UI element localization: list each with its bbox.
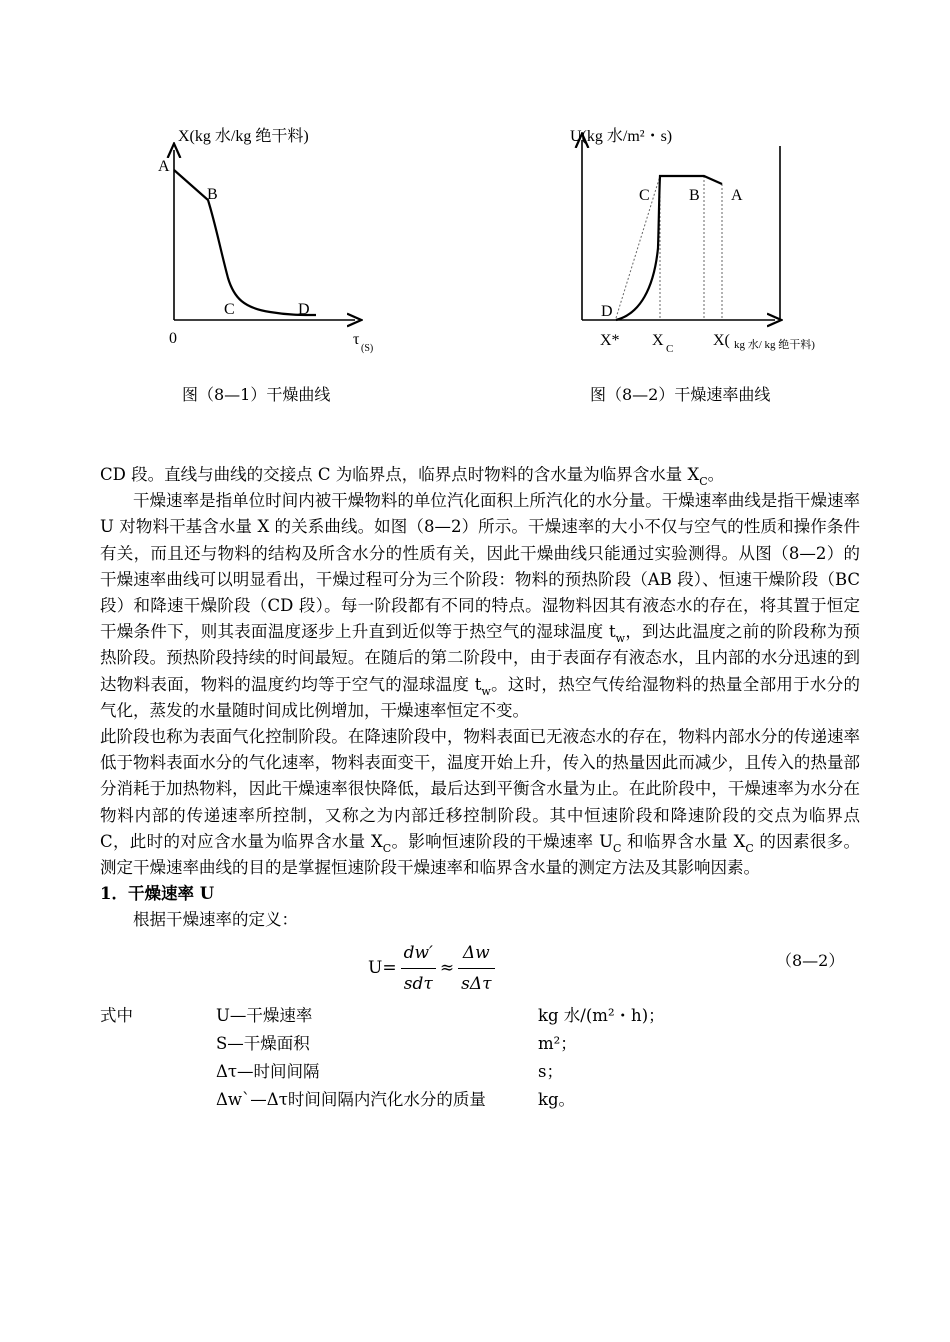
equation-number: （8—2） xyxy=(776,950,845,970)
section-intro: 根据干燥速率的定义： xyxy=(133,910,298,930)
equation-fraction-2: $\frac{\Delta w}{\text{sΔτ}}$ xyxy=(458,940,494,997)
origin-label: 0 xyxy=(169,330,177,347)
point-label-d: D xyxy=(601,303,613,320)
figure-caption-8-1: 图（8—1）干燥曲线 xyxy=(182,385,331,404)
equation-approx: ≈ xyxy=(439,958,455,979)
paragraph-2: 干燥速率是指单位时间内被干燥物料的单位汽化面积上所汽化的水分量。干燥速率曲线是指干燥速率 U 对物料干基含水量 X 的关系曲线。如图（8—2）所示。干燥速率的大小不仅与空气的性质和操作条件有关，而且还与物料的结构及所含水分的性质有关，因此干燥曲线只能通过实验测得。从图（8—2）的干燥速率曲线可以明显看出，干燥过程可分为三个阶段：物料的预热阶段（AB 段）、恒速干燥阶段（BC 段）和降速干燥阶段（CD 段）。每一阶段都有不同的特点。湿物料因其有液态水的存在，将其置于恒定干燥条件下，则其表面温度逐步上升直到近似等于热空气的湿球温度 $t_w$，到达此温度之前的阶段称为预热阶段。预热阶段持续的时间最短。在随后的第二阶段中，由于表面存有液态水，且内部的水分迅速的到达物料表面，物料的温度约均等于空气的湿球温度 $t_w$。这时，热空气传给湿物料的热量全部用于水分的气化，蒸发的水量随时间成比例增加，干燥速率恒定不变。 xyxy=(100,491,860,720)
equation-fraction-1: $\frac{dw'}{\text{sdτ}}$ xyxy=(401,940,436,997)
x-axis-label-unit: kg 水/ kg 绝干料) xyxy=(734,339,815,351)
point-label-c: C xyxy=(224,301,235,318)
x-tick-xstar: X* xyxy=(600,332,620,349)
point-label-b: B xyxy=(207,186,218,203)
y-axis-label: X(kg 水/kg 绝干料) xyxy=(178,128,309,145)
figure-drying-rate-curve xyxy=(560,118,860,372)
definition-row: Δτ—时间间隔 s； xyxy=(216,1061,563,1081)
figure-drying-curve xyxy=(150,118,410,372)
point-label-c: C xyxy=(639,187,650,204)
guide-line-dc xyxy=(616,176,660,318)
definition-row: 式中 U—干燥速率 kg 水/(m²・h)； xyxy=(100,1002,860,1030)
body-text xyxy=(100,462,860,1114)
figure-caption-8-2: 图（8—2）干燥速率曲线 xyxy=(590,385,771,404)
drying-rate-plot xyxy=(560,118,860,368)
x-axis-label: τ xyxy=(353,331,360,348)
definition-row: S—干燥面积 m²； xyxy=(216,1033,577,1053)
point-label-a: A xyxy=(731,187,743,204)
section-heading: 1．干燥速率 U xyxy=(100,884,215,904)
point-label-d: D xyxy=(298,301,310,318)
definitions xyxy=(100,1002,860,1114)
definitions-label: 式中 xyxy=(100,1005,133,1025)
x-axis-label: X( xyxy=(713,332,730,349)
equation-body xyxy=(368,940,499,997)
drying-rate-line xyxy=(616,176,722,320)
x-axis-subscript: (S) xyxy=(361,343,374,354)
point-label-b: B xyxy=(689,187,700,204)
drying-curve-line xyxy=(174,170,316,315)
paragraph-3: 此阶段也称为表面气化控制阶段。在降速阶段中，物料表面已无液态水的存在，物料内部水分的传递速率低于物料表面水分的气化速率，物料表面变干，温度开始上升，传入的热量因此而减少，且传入的热量部分消耗于加热物料，因此干燥速率很快降低，最后达到平衡含水量为止。在此阶段中，干燥速率为水分在物料内部的传递速率所控制，又称之为内部迁移控制阶段。其中恒速阶段和降速阶段的交点为临界点 C，此时的对应含水量为临界含水量 $X_C$。影响恒速阶段的干燥速率 $U_C$ 和临界含水量 $X_C$ 的因素很多。测定干燥速率曲线的目的是掌握恒速阶段干燥速率和临界含水量的测定方法及其影响因素。 xyxy=(100,727,860,878)
definition-row: Δw`—Δτ时间间隔内汽化水分的质量 kg。 xyxy=(216,1089,576,1109)
point-label-a: A xyxy=(158,158,170,175)
y-axis-label: U(kg 水/m²・s) xyxy=(570,128,673,145)
x-tick-xc-subscript: C xyxy=(666,343,674,355)
paragraph-1: CD 段。直线与曲线的交接点 C 为临界点，临界点时物料的含水量为临界含水量 $X_C$。 xyxy=(100,465,725,488)
equation-8-2 xyxy=(100,936,860,994)
drying-curve-plot xyxy=(150,118,410,368)
equation-lhs: U= xyxy=(368,958,397,979)
x-tick-xc: X xyxy=(652,332,664,349)
